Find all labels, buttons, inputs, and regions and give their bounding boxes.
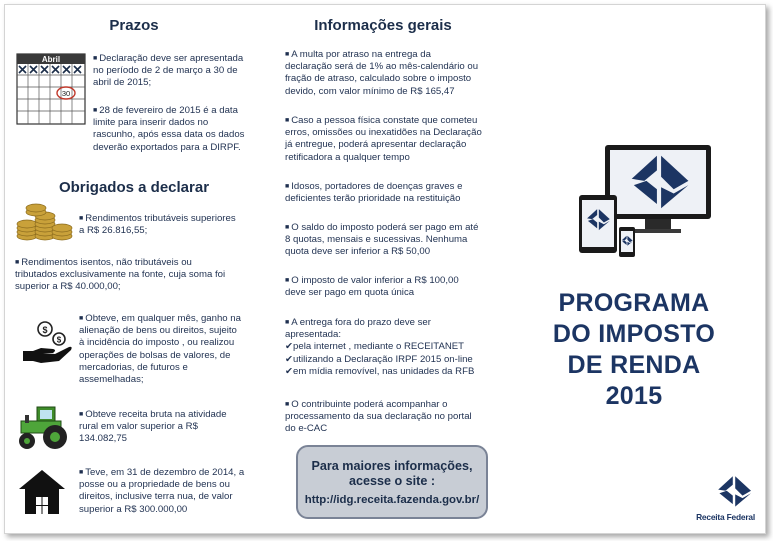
more-info-line-1: Para maiores informações, bbox=[311, 459, 473, 473]
check-icon: ✔ bbox=[285, 365, 294, 377]
more-info-url[interactable]: http://idg.receita.fazenda.gov.br/ bbox=[304, 494, 480, 506]
info-item-6: ■ A entrega fora do prazo deve ser apresentada: ✔pela internet , mediante o RECEITANET ✔utilizando a Declaração IRPF 2015 on-line ✔em mídia removível, nas unidades da RFB bbox=[285, 317, 495, 378]
check-item-1: ✔pela internet , mediante o RECEITANET bbox=[285, 341, 465, 353]
program-title: PROGRAMA DO IMPOSTO DE RENDA 2015 bbox=[552, 289, 716, 410]
calendar-day: 30 bbox=[61, 89, 71, 98]
info-item-3: ■ Idosos, portadores de doenças graves e deficientes terão prioridade na restituição bbox=[285, 181, 463, 205]
info-item-2: ■ Caso a pessoa física constate que cometeu erros, omissões ou inexatidões na Declaração já entregue, poderá apresentar declaração retificadora a qualquer tempo bbox=[285, 115, 482, 163]
svg-text:$: $ bbox=[56, 335, 62, 345]
info-title: Informações gerais bbox=[314, 17, 452, 34]
calendar-icon bbox=[16, 53, 86, 125]
obrigados-item-1: ■ Rendimentos tributáveis superiores a R$ 26.816,55; bbox=[79, 213, 236, 237]
prazos-item-1: ■ Declaração deve ser apresentada no período de 2 de março a 30 de abril de 2015; bbox=[93, 53, 244, 89]
panel-informacoes bbox=[263, 5, 503, 533]
coins-icon bbox=[15, 203, 73, 243]
check-item-2: ✔utilizando a Declaração IRPF 2015 on-line bbox=[285, 353, 473, 365]
svg-text:$: $ bbox=[42, 325, 48, 335]
info-item-5: ■ O imposto de valor inferior a R$ 100,00 deve ser pago em quota única bbox=[285, 275, 459, 299]
receita-federal-label: Receita Federal bbox=[696, 512, 755, 522]
calendar-month: Abril bbox=[41, 55, 61, 64]
brochure-sheet bbox=[4, 4, 766, 534]
receita-federal-logo-icon bbox=[709, 475, 759, 509]
info-item-4: ■ O saldo do imposto poderá ser pago em até 8 quotas, mensais e sucessivas. Nenhuma quota deve ser inferior a R$ 50,00 bbox=[285, 222, 479, 258]
obrigados-title: Obrigados a declarar bbox=[58, 179, 210, 196]
obrigados-item-5: ■ Teve, em 31 de dezembro de 2014, a posse ou a propriedade de bens ou direitos, inclusive terra nua, de valor superior a R$ 300.000,00 bbox=[79, 467, 245, 515]
check-icon: ✔ bbox=[285, 341, 294, 353]
info-item-1: ■ A multa por atraso na entrega da declaração será de 1% ao mês-calendário ou fração de atraso, calculado sobre o imposto devido, com valor mínimo de R$ 165,47 bbox=[285, 49, 479, 97]
info-item-7: ■ O contribuinte poderá acompanhar o processamento da sua declaração no portal do e-CAC bbox=[285, 399, 472, 435]
tractor-icon bbox=[15, 401, 73, 451]
house-icon bbox=[17, 467, 67, 517]
obrigados-item-2: ■ Rendimentos isentos, não tributáveis ou tributados exclusivamente na fonte, cuja soma foi superior a R$ 40.000,00; bbox=[15, 257, 226, 293]
obrigados-item-4: ■ Obteve receita bruta na atividade rural em valor superior a R$ 134.082,75 bbox=[79, 409, 227, 445]
hand-money-icon bbox=[19, 321, 75, 367]
check-icon: ✔ bbox=[285, 353, 294, 365]
panel-capa bbox=[503, 5, 765, 533]
more-info-line-2: acesse o site : bbox=[348, 474, 436, 488]
check-item-3: ✔em mídia removível, nas unidades da RFB bbox=[285, 365, 475, 377]
prazos-item-2: ■ 28 de fevereiro de 2015 é a data limite para inserir dados no rascunho, após essa data os dados deverão exportados para a DIRPF. bbox=[93, 105, 245, 153]
more-info-box bbox=[296, 445, 488, 519]
prazos-title: Prazos bbox=[109, 17, 159, 34]
devices-icon bbox=[575, 141, 715, 263]
panel-obrigacoes bbox=[5, 5, 263, 533]
obrigados-item-3: ■ Obteve, em qualquer mês, ganho na alienação de bens ou direitos, sujeito à incidência do imposto , ou realizou operações de bolsas de valores, de mercadorias, de futuros e assemelhadas; bbox=[79, 313, 241, 386]
